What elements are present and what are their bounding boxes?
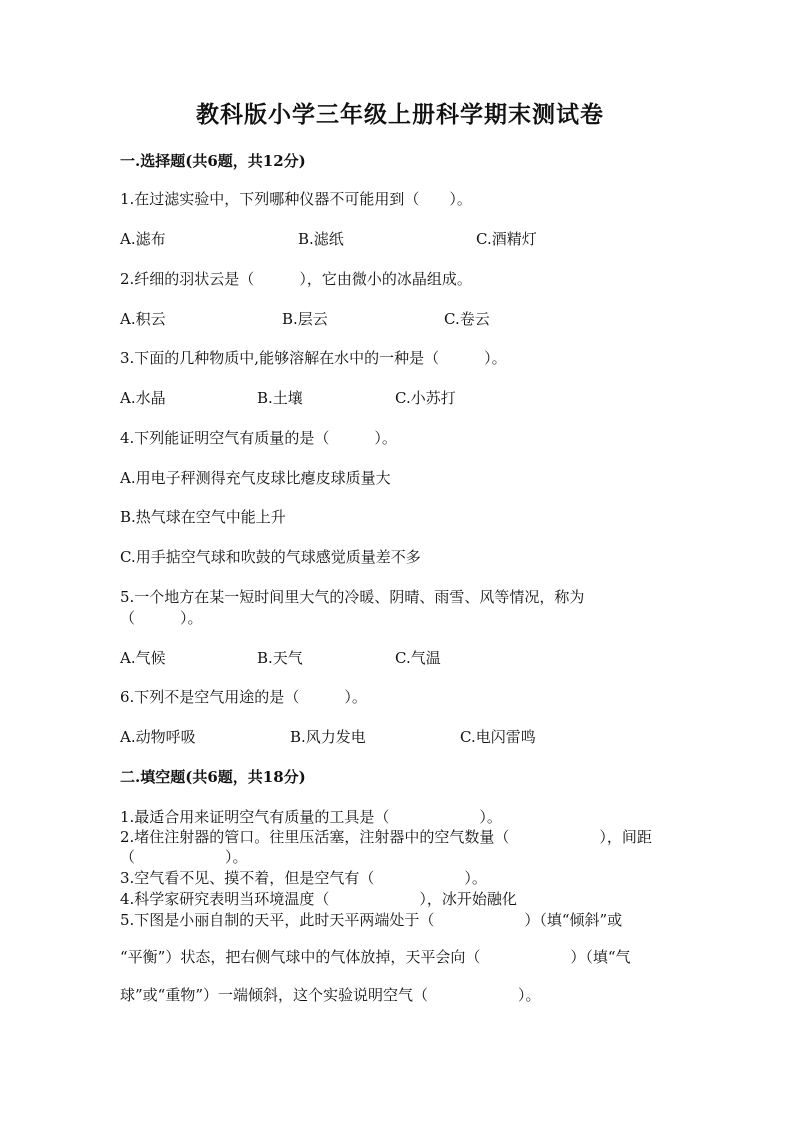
fill-line-5: 4.科学家研究表明当环境温度（ ），冰开始融化	[120, 890, 517, 908]
q6-option-c: C.电闪雷鸣	[460, 728, 536, 746]
q2-option-a: A.积云	[120, 310, 166, 328]
fill-line-7: “平衡”）状态，把右侧气球中的气体放掉，天平会向（ ）（填“气	[120, 948, 631, 966]
q1-option-b: B.滤纸	[298, 230, 344, 248]
fill-line-8: 球”或“重物”）一端倾斜，这个实验说明空气（ ）。	[120, 986, 541, 1004]
q3-option-b: B.土壤	[257, 389, 303, 407]
q5-option-b: B.天气	[257, 649, 303, 667]
question-3: 3.下面的几种物质中,能够溶解在水中的一种是（ ）。	[120, 349, 507, 367]
q4-option-b: B.热气球在空气中能上升	[120, 508, 286, 526]
page-title: 教科版小学三年级上册科学期末测试卷	[196, 101, 604, 128]
q2-option-b: B.层云	[282, 310, 328, 328]
question-5-continued: （ ）。	[120, 609, 203, 627]
q1-option-a: A.滤布	[120, 230, 166, 248]
q5-option-a: A.气候	[120, 649, 166, 667]
q4-option-c: C.用手掂空气球和吹鼓的气球感觉质量差不多	[120, 548, 421, 566]
section-heading-choice: 一.选择题(共6题，共12分)	[120, 152, 306, 170]
fill-line-2: 2.堵住注射器的管口。往里压活塞，注射器中的空气数量（ ），间距	[120, 828, 652, 846]
q3-option-c: C.小苏打	[395, 389, 456, 407]
q6-option-b: B.风力发电	[290, 728, 366, 746]
question-1: 1.在过滤实验中，下列哪种仪器不可能用到（ ）。	[120, 190, 472, 208]
fill-line-6: 5.下图是小丽自制的天平，此时天平两端处于（ ）（填“倾斜”或	[120, 911, 623, 929]
q1-option-c: C.酒精灯	[476, 230, 537, 248]
question-2: 2.纤细的羽状云是（ ），它由微小的冰晶组成。	[120, 270, 472, 288]
section-heading-fill: 二.填空题(共6题，共18分)	[120, 768, 306, 786]
question-4: 4.下列能证明空气有质量的是（ ）。	[120, 429, 397, 447]
q4-option-a: A.用电子秤测得充气皮球比瘪皮球质量大	[120, 469, 391, 487]
q3-option-a: A.水晶	[120, 389, 166, 407]
q6-option-a: A.动物呼吸	[120, 728, 196, 746]
question-6: 6.下列不是空气用途的是（ ）。	[120, 688, 367, 706]
question-5: 5.一个地方在某一短时间里大气的冷暖、阴晴、雨雪、风等情况，称为	[120, 588, 585, 606]
fill-line-1: 1.最适合用来证明空气有质量的工具是（ ）。	[120, 808, 502, 826]
q2-option-c: C.卷云	[444, 310, 490, 328]
fill-line-4: 3.空气看不见、摸不着，但是空气有（ ）。	[120, 869, 487, 887]
fill-line-3: （ ）。	[120, 848, 248, 866]
q5-option-c: C.气温	[395, 649, 441, 667]
